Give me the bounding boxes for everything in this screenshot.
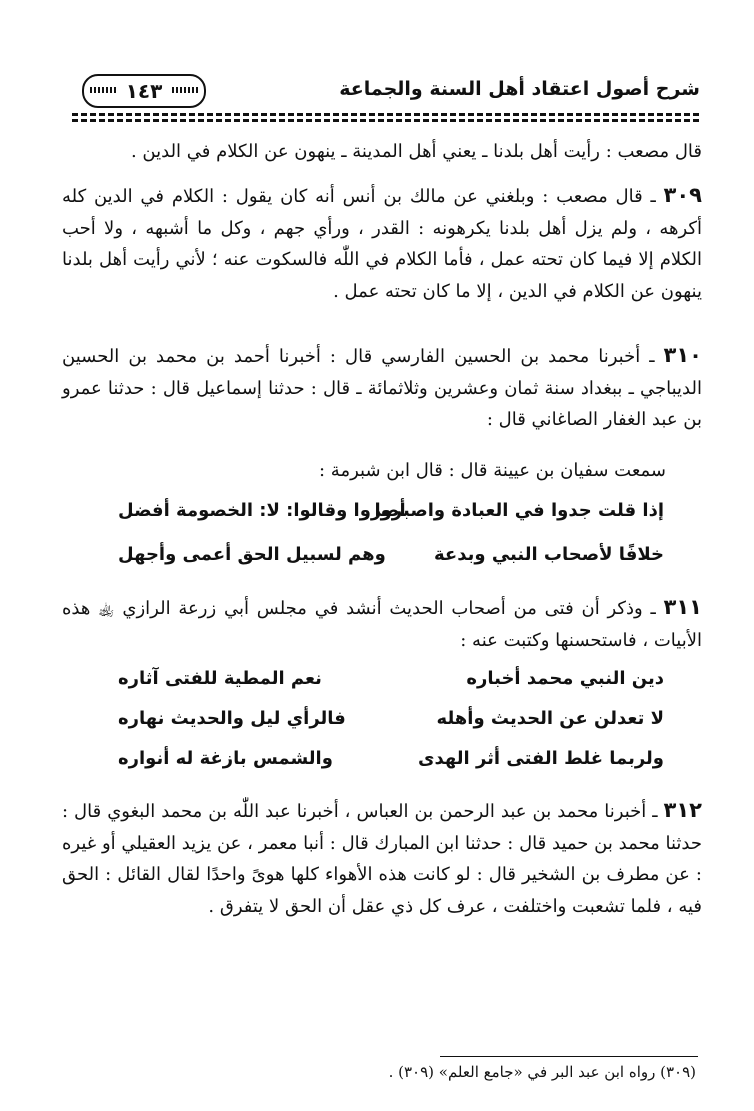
paragraph-sufyan: سمعت سفيان بن عيينة قال : قال ابن شبرمة : (319, 460, 666, 481)
verse-2-second-hemistich: وهم لسبيل الحق أعمى وأجهل (118, 544, 386, 565)
paragraph-text: ـ أخبرنا محمد بن الحسين الفارسي قال : أخبرنا أحمد بن محمد بن الحسين الديباجي ـ ببغداد سنة ثمان وعشرين وثلاثمائة ـ قال : حدثنا إسماعيل قال : حدثنا عمرو بن عبد الغفار الصاغاني قال : (62, 346, 702, 430)
hadith-number: ٣٠٩ (663, 183, 702, 207)
header-divider-bottom (72, 119, 700, 122)
verse-1-first-hemistich: إذا قلت جدوا في العبادة واصبروا (374, 500, 664, 521)
verse-2-first-hemistich: خلافًا لأصحاب النبي وبدعة (434, 544, 664, 565)
verse-1-second-hemistich: أصروا وقالوا: لا: الخصومة أفضل (118, 500, 406, 521)
verse-3-first-hemistich: ولربما غلط الفتى أثر الهدى (418, 748, 664, 769)
footnote-divider (440, 1056, 698, 1057)
paragraph-text: ـ قال مصعب : وبلغني عن مالك بن أنس أنه كان يقول : الكلام في الدين كله أكرهه ، ولم يزل أهل بلدنا يكرهونه : القدر ، ورأي جهم ، وكل ما أشبهه ، ولا أحب الكلام إلا فيما كان تحته عمل ، فأما الكلام في اللّٰه فالسكوت عنه ؛ لأني رأيت أهل بلدنا ينهون عن الكلام في الدين ، إلا ما كان تحته عمل . (62, 186, 702, 302)
verse-3-second-hemistich: والشمس بازغة له أنواره (118, 748, 333, 769)
footnote: (٣٠٩) رواه ابن عبد البر في «جامع العلم» (٣٠٩) . (388, 1063, 696, 1081)
paragraph-309 (62, 180, 702, 307)
paragraph-text: ـ وذكر أن فتى من أصحاب الحديث أنشد في مجلس أبي زرعة الرازي ﵀ هذه الأبيات ، فاستحسنها وكتبت عنه : (62, 598, 702, 651)
paragraph-text: ـ أخبرنا محمد بن عبد الرحمن بن العباس ، أخبرنا عبد اللّٰه بن محمد البغوي قال : حدثنا محمد بن حميد قال : حدثنا ابن المبارك قال : أنبا معمر ، عن يزيد العقيلي أو غيره : عن مطرف بن الشخير قال : لو كانت هذه الأهواء كلها هوىً واحدًا لقال القائل : الحق فيه ، فلما تشعبت واختلفت ، عرف كل ذي عقل أن الحق لا يتفرق . (62, 801, 702, 917)
paragraph-312 (62, 795, 702, 922)
page-number: ١٤٣ (125, 79, 163, 103)
verse-2-first-hemistich: لا تعدلن عن الحديث وأهله (436, 708, 664, 729)
hadith-number: ٣١٢ (663, 798, 702, 822)
page-number-badge (82, 74, 206, 108)
verse-1-first-hemistich: دين النبي محمد أخباره (466, 668, 664, 689)
verse-1-second-hemistich: نعم المطية للفتى آثاره (118, 668, 322, 689)
paragraph-310 (62, 340, 702, 436)
paragraph-311 (62, 592, 702, 656)
book-title: شرح أصول اعتقاد أهل السنة والجماعة (339, 78, 700, 100)
header-divider-top (72, 113, 700, 116)
page-header (72, 70, 700, 110)
paragraph-intro: قال مصعب : رأيت أهل بلدنا ـ يعني أهل المدينة ـ ينهون عن الكلام في الدين . (130, 141, 702, 162)
hadith-number: ٣١١ (663, 595, 702, 619)
hadith-number: ٣١٠ (663, 343, 702, 367)
verse-2-second-hemistich: فالرأي ليل والحديث نهاره (118, 708, 346, 729)
